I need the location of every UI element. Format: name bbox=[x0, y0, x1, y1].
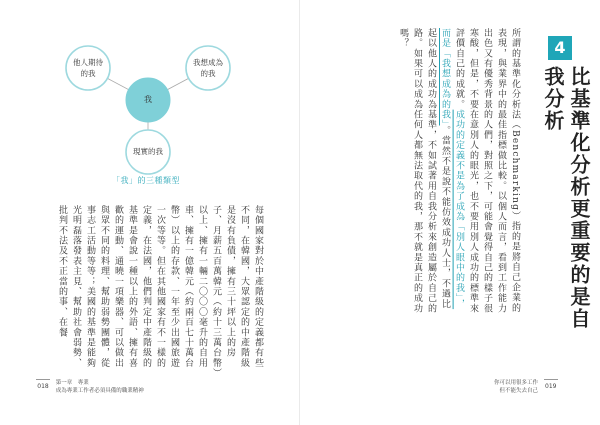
paragraph: 每個國家對於中產階級的定義都有些不同，在韓國，大眾認定的中產階級是沒有負債，擁有三十坪以上的房子、月薪五百萬韓元（約十三萬台幣）以上、擁有一輛二〇〇〇毫升的自用車、擁有一億韓元（約兩百七十萬台幣）以上的存款、一年至少出國旅遊一次等等。但在其他國家有不一樣的定義，在法國，他們判定中產階級的基準是會說一種以上的外語、擁有喜歡的運動、通曉一項樂器、可以做出與眾不同的料理、幫助弱勢團體，從事志工活動等等；美國的基準是能夠光明磊落發表主見、幫助社會弱勢、批判不法及不正當的事、在餐 bbox=[57, 205, 263, 374]
node-label-self: 我 bbox=[144, 95, 152, 104]
running-title bbox=[494, 379, 538, 395]
node-label-ideal-self: 我想成為的我 bbox=[193, 58, 223, 78]
page-number: 019 bbox=[544, 379, 558, 394]
diagram-graphic bbox=[48, 30, 248, 190]
running-title-text: 成為專業工作者必須具備的職業精神 bbox=[55, 388, 144, 394]
right-body-text bbox=[344, 28, 522, 316]
running-title bbox=[56, 379, 144, 395]
right-page bbox=[300, 0, 600, 425]
three-selves-diagram bbox=[48, 30, 248, 190]
body-text-before: 所謂的基準化分析法（Benchmarking）指的是將自己企業的表現，與業界中的最佳指標做比較。以個人而言，看到工作能力出色又有優秀背景的人們，對照之下，可能會覺得自己的樣子很寒酸，但是，不要在意別人的眼光，也不要用別人成功的標準來評價自己的成就。 bbox=[454, 28, 520, 314]
paragraph bbox=[396, 28, 522, 316]
section-heading: 比基準化分析更重要的是自我分析 bbox=[541, 66, 591, 330]
left-body-text bbox=[40, 205, 265, 377]
chapter-number-badge: 4 bbox=[548, 36, 572, 60]
body-text-after: 。當然不是說不能仿效成功人士，不過比起以他人的成功為基準，不如試著用自我分析來創造屬於自己的路。如果可以成為任何人都無法取代的我，那不就是真正的成功嗎？ bbox=[398, 28, 450, 314]
running-title-line-2: 但不能失去自己 bbox=[499, 388, 539, 394]
node-label-others-expect: 他人期待的我 bbox=[73, 58, 103, 78]
running-title-line-1: 你可以用很多工作 bbox=[494, 380, 539, 386]
left-footer bbox=[36, 379, 144, 395]
right-footer bbox=[494, 379, 558, 395]
highlighted-sentence: 成功的定義不是為了成為「別人眼中的我」，而是「我想成為的我」 bbox=[440, 28, 464, 310]
page-number: 018 bbox=[36, 379, 50, 394]
diagram-caption: 「我」的三種類型 bbox=[112, 176, 180, 185]
chapter-label: 第一章 專業 bbox=[55, 380, 89, 386]
node-label-real-self: 現實的我 bbox=[133, 147, 163, 156]
